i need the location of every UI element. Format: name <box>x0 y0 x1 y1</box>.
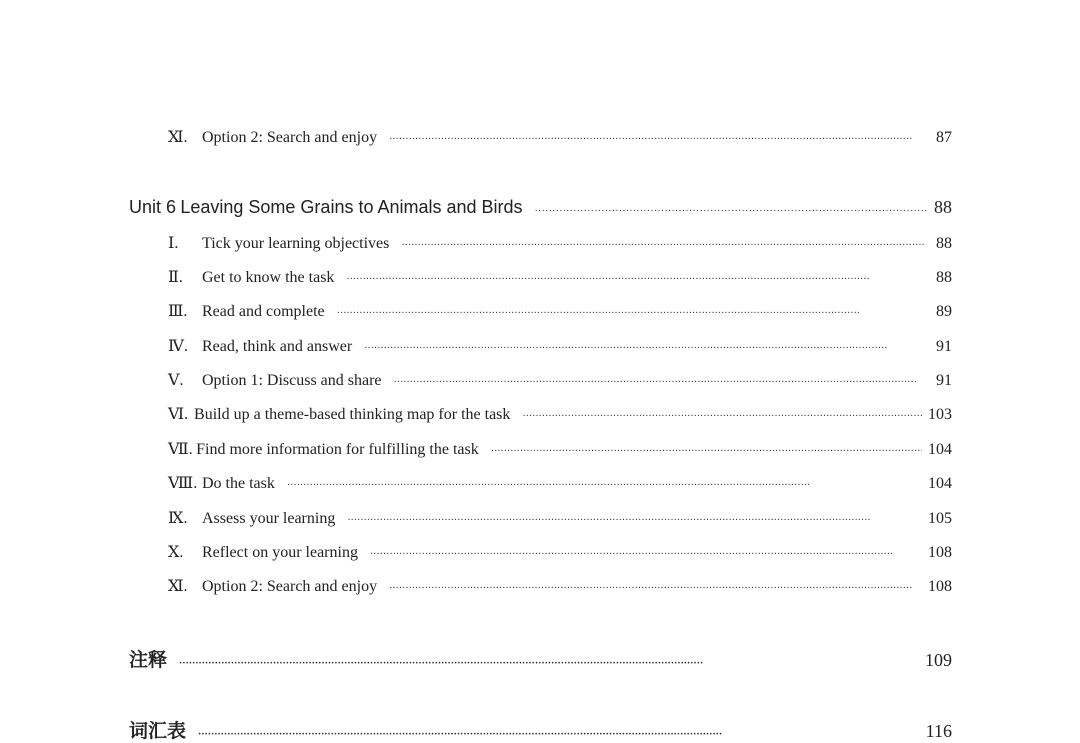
toc-item-page: 91 <box>936 372 952 389</box>
dot-leader <box>198 721 920 743</box>
toc-item-title: Option 2: Search and enjoy <box>202 129 378 146</box>
toc-item-page: 87 <box>936 129 952 146</box>
toc-item[interactable] <box>168 267 952 287</box>
toc-item-title: Assess your learning <box>202 510 336 527</box>
dot-leader <box>389 129 930 147</box>
toc-item-title: Build up a theme-based thinking map for the task <box>194 406 511 423</box>
toc-item-title: Do the task <box>202 475 275 492</box>
section-page: 116 <box>925 721 952 741</box>
dot-leader <box>346 269 930 287</box>
dot-leader <box>401 235 930 253</box>
dot-leader <box>491 441 922 459</box>
toc-item-numeral: Ⅷ. <box>168 475 198 492</box>
toc-item-title: Read and complete <box>202 303 325 320</box>
toc-item-title: Tick your learning objectives <box>202 235 390 252</box>
toc-item-title: Option 2: Search and enjoy <box>202 578 378 595</box>
toc-item[interactable] <box>168 336 952 356</box>
dot-leader <box>347 510 922 528</box>
toc-item[interactable] <box>168 439 952 459</box>
toc-item-numeral: Ⅳ. <box>168 338 188 355</box>
dot-leader <box>535 197 928 218</box>
toc-item-title: Get to know the task <box>202 269 335 286</box>
toc-item-page: 105 <box>928 510 952 527</box>
dot-leader <box>179 650 919 672</box>
toc-item-page: 104 <box>928 475 952 492</box>
dot-leader <box>364 338 930 356</box>
toc-item-numeral: Ⅱ. <box>168 269 183 286</box>
toc-item-page: 103 <box>928 406 952 423</box>
toc-item-numeral: Ⅰ. <box>168 235 179 252</box>
section-title: 词汇表 <box>129 721 187 742</box>
toc-item-numeral: Ⅹ. <box>168 544 184 561</box>
toc-item-page: 108 <box>928 544 952 561</box>
toc-item[interactable] <box>168 576 952 596</box>
toc-item-numeral: Ⅴ. <box>168 372 184 389</box>
toc-item[interactable] <box>168 233 952 253</box>
toc-item-page: 89 <box>936 303 952 320</box>
toc-item-page: 108 <box>928 578 952 595</box>
toc-item[interactable] <box>168 404 952 424</box>
toc-item-numeral: Ⅲ. <box>168 303 188 320</box>
toc-item-page: 88 <box>936 269 952 286</box>
unit-title: Leaving Some Grains to Animals and Birds <box>180 197 523 217</box>
toc-unit-heading[interactable] <box>129 197 952 218</box>
toc-section-notes[interactable] <box>129 645 952 672</box>
unit-number: Unit 6 <box>129 197 177 217</box>
toc-section-glossary[interactable] <box>129 716 952 743</box>
section-title: 注释 <box>129 650 168 671</box>
toc-item-title: Find more information for fulfilling the task <box>196 441 479 458</box>
toc-item[interactable] <box>168 127 952 147</box>
toc-item-page: 91 <box>936 338 952 355</box>
toc-item-title: Read, think and answer <box>202 338 353 355</box>
toc-item-page: 104 <box>928 441 952 458</box>
dot-leader <box>370 544 922 562</box>
toc-item[interactable] <box>168 301 952 321</box>
toc-item-title: Reflect on your learning <box>202 544 358 561</box>
unit-page: 88 <box>934 197 952 217</box>
section-page: 109 <box>925 650 952 670</box>
toc-item[interactable] <box>168 542 952 562</box>
toc-item-page: 88 <box>936 235 952 252</box>
toc-item-numeral: Ⅸ. <box>168 510 188 527</box>
toc-item-title: Option 1: Discuss and share <box>202 372 382 389</box>
dot-leader <box>522 406 922 424</box>
toc-item-numeral: Ⅵ. <box>168 406 189 423</box>
toc-item[interactable] <box>168 508 952 528</box>
dot-leader <box>389 578 922 596</box>
dot-leader <box>337 303 930 321</box>
dot-leader <box>287 475 922 493</box>
dot-leader <box>394 372 930 390</box>
toc-item-numeral: Ⅺ. <box>168 578 188 595</box>
toc-item-numeral: Ⅺ. <box>168 129 188 146</box>
toc-item[interactable] <box>168 473 952 493</box>
toc-item-numeral: Ⅶ. <box>168 441 193 458</box>
toc-item[interactable] <box>168 370 952 390</box>
